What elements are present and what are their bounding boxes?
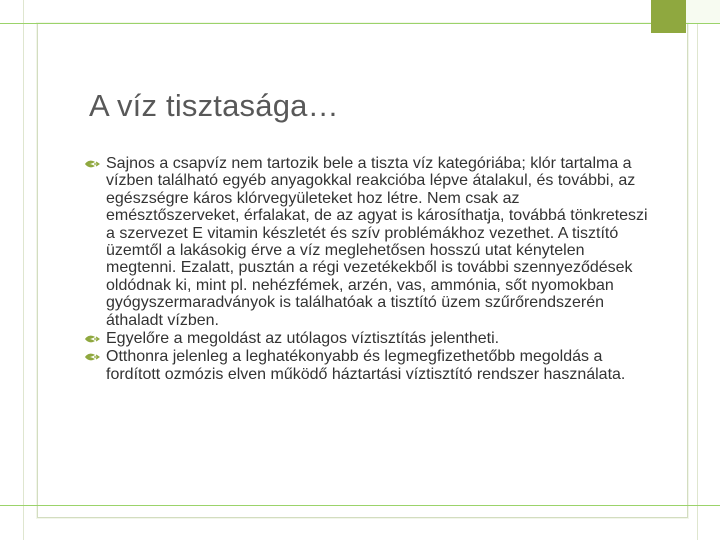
bullet-text: Otthonra jelenleg a leghatékonyabb és legmegfizethetőbb megoldás a fordított ozmózis elven működő háztartási víztisztító rendszer használata. [106,348,626,383]
bullet-item [84,348,656,383]
frame-line-bottom [0,505,720,506]
bullet-item [84,155,656,329]
slide-title: A víz tisztasága… [89,88,339,123]
corner-accent-box [651,0,686,33]
bullet-item [84,330,656,347]
frame-line-top [0,23,720,24]
fleuron-bullet-icon [84,351,100,363]
fleuron-bullet-icon [84,333,100,345]
frame-line-right [697,0,698,540]
bullet-list [84,155,656,384]
bullet-text: Egyelőre a megoldást az utólagos víztisztítás jelentheti. [106,330,500,348]
frame-line-left [23,0,24,540]
fleuron-bullet-icon [84,158,100,170]
corner-background [686,0,720,23]
bullet-text: Sajnos a csapvíz nem tartozik bele a tiszta víz kategóriába; klór tartalma a vízben található egyéb anyagokkal reakcióba lépve átalakul, és további, az egészségre káros klórvegyületeket hoz létre. Nem csak az emésztőszerveket, érfalakat, de az agyat is károsíthatja, továbbá tönkreteszi a szervezet E vitamin készletét és szív problémákhoz vezethet. A tisztító üzemtől a lakásokig érve a víz meglehetősen hosszú utat kénytelen megtenni. Ezalatt, pusztán a régi vezetékekből is további szennyeződések oldódnak ki, mint pl. nehézfémek, arzén, vas, ammónia, sőt nyomokban gyógyszermaradványok is találhatóak a tisztító üzem szűrőrendszerén áthaladt vízben. [106,155,648,329]
